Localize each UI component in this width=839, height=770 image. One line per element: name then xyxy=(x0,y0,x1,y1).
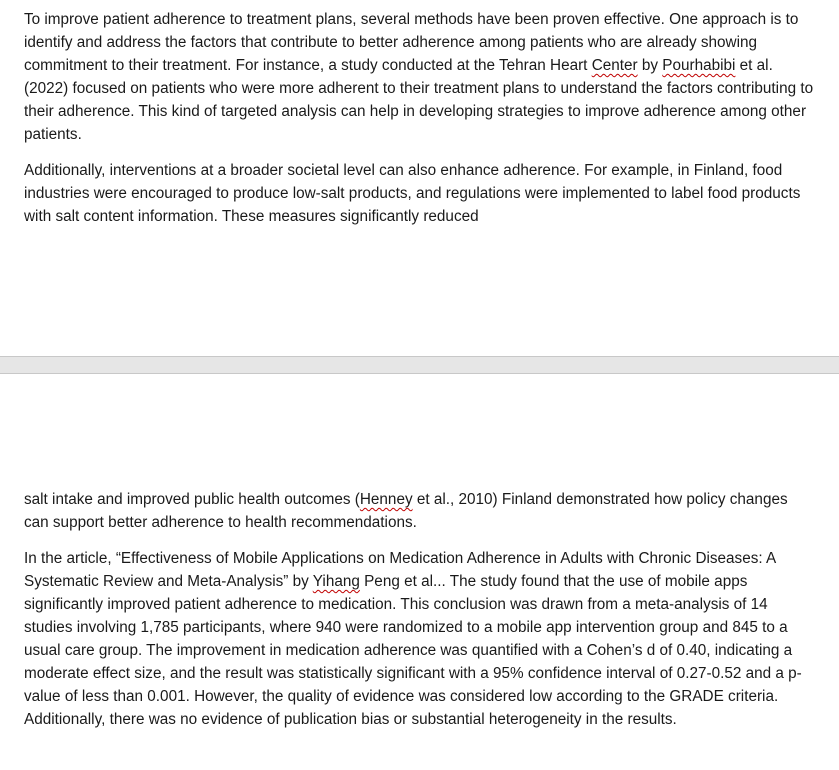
paragraph-finland-continuation[interactable] xyxy=(24,488,814,534)
page-break-gap xyxy=(0,356,839,374)
page-1-body[interactable] xyxy=(24,8,814,228)
spellcheck-word-pourhabibi[interactable]: Pourhabibi xyxy=(662,57,736,75)
text-run: Peng et al... The study found that the use of mobile apps significantly improved patient adherence to medication. This conclusion was drawn from a meta-analysis of 14 studies involving 1,785 participants, where 940 were randomized to a mobile app intervention group and 845 to a usual care group. The improvement in medication adherence was quantified with a Cohen’s d of 0.40, indicating a moderate effect size, and the result was statistically significant with a 95% confidence interval of 0.27-0.52 and a p-value of less than 0.001. However, the quality of evidence was considered low according to the GRADE criteria. Additionally, there was no evidence of publication bias or substantial heterogeneity in the results. xyxy=(24,572,802,729)
text-run: et al. (2022) focused on patients who were more adherent to their treatment plans to understand the factors contributing to their adherence. This kind of targeted analysis can help in developing strategies to improve adherence among other patients. xyxy=(24,57,814,144)
document-page-1[interactable] xyxy=(0,0,839,356)
spellcheck-word-henney[interactable]: Henney xyxy=(359,491,413,508)
document-page-2[interactable] xyxy=(0,374,839,770)
paragraph-factors-adherence[interactable] xyxy=(24,8,814,147)
text-run: by xyxy=(637,57,663,75)
paragraph-mobile-apps-study[interactable] xyxy=(24,547,814,732)
text-run: et al., 2010) Finland demonstrated how policy changes can support better adherence to health recommendations. xyxy=(24,491,788,532)
paragraph-societal-interventions[interactable] xyxy=(24,159,814,228)
text-run: In the article, “Effectiveness of Mobile Applications on Medication Adherence in Adults with Chronic Diseases: A Systematic Review and Meta-Analysis” by xyxy=(24,549,776,590)
text-run: salt intake and improved public health outcomes ( xyxy=(24,491,360,508)
text-run: To improve patient adherence to treatment plans, several methods have been proven effective. One approach is to identify and address the factors that contribute to better adherence among patients who are already showing commitment to their treatment. For instance, a study conducted at the Tehran Heart xyxy=(24,11,799,75)
page-2-body[interactable] xyxy=(24,488,814,731)
text-run: Additionally, interventions at a broader societal level can also enhance adherence. For example, in Finland, food industries were encouraged to produce low-salt products, and regulations were implemented to label food products with salt content information. These measures significantly reduced xyxy=(24,162,801,226)
spellcheck-word-yihang[interactable]: Yihang xyxy=(312,572,360,590)
spellcheck-word-center[interactable]: Center xyxy=(591,57,638,75)
